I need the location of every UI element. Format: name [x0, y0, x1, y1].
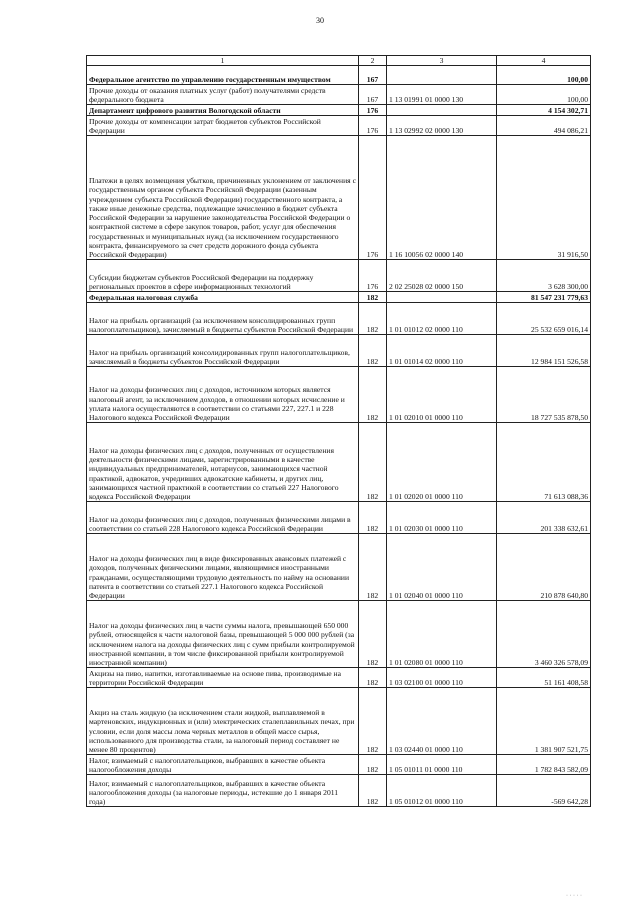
row-name: Налог на доходы физических лиц в виде фиксированных авансовых платежей с доходов, полученных физическими лицами, являющимися иностранными гражданами, осуществляющими трудовую деятельность по найму на основании патента в соответствии со статьей 227.1 Налогового кодекса Российской Федерации [87, 534, 359, 601]
row-amount: 31 916,50 [497, 136, 591, 260]
row-admin-code: 167 [359, 85, 387, 105]
row-name: Налог на прибыль организаций консолидированных групп налогоплательщиков, зачисляемый в бюджеты субъектов Российской Федерации [87, 335, 359, 367]
row-amount: 51 161 408,58 [497, 668, 591, 688]
table-row [87, 136, 591, 260]
row-admin-code: 182 [359, 688, 387, 755]
row-budget-code: 1 01 02030 01 0000 110 [387, 502, 497, 534]
row-admin-code: 182 [359, 755, 387, 775]
row-name: Субсидии бюджетам субъектов Российской Федерации на поддержку региональных проектов в сфере информационных технологий [87, 260, 359, 292]
row-budget-code [387, 292, 497, 303]
row-name: Акцизы на пиво, напитки, изготавливаемые на основе пива, производимые на территории Российской Федерации [87, 668, 359, 688]
row-budget-code: 1 13 01991 01 0000 130 [387, 85, 497, 105]
row-name: Прочие доходы от компенсации затрат бюджетов субъектов Российской Федерации [87, 116, 359, 136]
table-row [87, 367, 591, 423]
row-admin-code: 182 [359, 601, 387, 668]
row-budget-code: 1 03 02100 01 0000 110 [387, 668, 497, 688]
row-amount: 1 782 843 582,09 [497, 755, 591, 775]
row-name: Налог на прибыль организаций (за исключением консолидированных групп налогоплательщиков), зачисляемый в бюджеты субъектов Российской Федерации [87, 303, 359, 335]
row-budget-code: 1 01 02080 01 0000 110 [387, 601, 497, 668]
table-row [87, 335, 591, 367]
row-admin-code: 176 [359, 136, 387, 260]
row-budget-code: 1 01 02020 01 0000 110 [387, 423, 497, 502]
row-budget-code: 1 13 02992 02 0000 130 [387, 116, 497, 136]
page-number: 30 [316, 16, 324, 25]
row-budget-code: 1 01 01014 02 0000 110 [387, 335, 497, 367]
row-name: Налог на доходы физических лиц с доходов, полученных от осуществления деятельности физическими лицами, зарегистрированными в качестве индивидуальных предпринимателей, нотариусов, занимающихся частной практикой, адвокатов, учредивших адвокатские кабинеты, и других лиц, занимающихся частной практикой в соответствии со статьей 227 Налогового кодекса Российской Федерации [87, 423, 359, 502]
row-amount: 210 878 640,80 [497, 534, 591, 601]
row-admin-code: 182 [359, 502, 387, 534]
row-admin-code: 176 [359, 105, 387, 116]
row-amount: 4 154 302,71 [497, 105, 591, 116]
row-admin-code: 176 [359, 116, 387, 136]
table-row [87, 85, 591, 105]
revenue-table [86, 55, 591, 807]
row-name: Федеральная налоговая служба [87, 292, 359, 303]
row-admin-code: 182 [359, 534, 387, 601]
table-row [87, 66, 591, 85]
row-admin-code: 167 [359, 66, 387, 85]
row-name: Налог на доходы физических лиц в части суммы налога, превышающей 650 000 рублей, относящейся к части налоговой базы, превышающей 5 000 000 рублей (за исключением налога на доходы физических лиц с сумм прибыли контролируемой иностранной компании, в том числе фиксированной прибыли контролируемой иностранной компании) [87, 601, 359, 668]
row-admin-code: 182 [359, 367, 387, 423]
row-budget-code [387, 105, 497, 116]
row-amount: -569 642,28 [497, 775, 591, 807]
row-budget-code: 1 01 02010 01 0000 110 [387, 367, 497, 423]
row-budget-code: 1 05 01011 01 0000 110 [387, 755, 497, 775]
row-amount: 3 628 300,00 [497, 260, 591, 292]
row-name: Платежи в целях возмещения убытков, причиненных уклонением от заключения с государственным органом субъекта Российской Федерации (казенным учреждением субъекта Российской Федерации) государственного контракта, а также иные денежные средства, подлежащие зачислению в бюджет субъекта Российской Федерации за нарушение законодательства Российской Федерации о контрактной системе в сфере закупок товаров, работ, услуг для обеспечения государственных и муниципальных нужд (за исключением государственного контракта, финансируемого за счет средств дорожного фонда субъекта Российской Федерации) [87, 136, 359, 260]
row-amount: 100,00 [497, 85, 591, 105]
row-admin-code: 182 [359, 292, 387, 303]
table-row [87, 534, 591, 601]
table-row [87, 688, 591, 755]
table-row [87, 502, 591, 534]
table-body [87, 66, 591, 807]
row-amount: 1 381 907 521,75 [497, 688, 591, 755]
row-admin-code: 176 [359, 260, 387, 292]
row-budget-code: 2 02 25028 02 0000 150 [387, 260, 497, 292]
scan-mark: · · · · · [566, 893, 582, 899]
row-budget-code [387, 66, 497, 85]
column-number: 2 [359, 56, 387, 66]
row-name: Федеральное агентство по управлению государственным имуществом [87, 66, 359, 85]
column-number: 4 [497, 56, 591, 66]
row-budget-code: 1 01 02040 01 0000 110 [387, 534, 497, 601]
table-row [87, 105, 591, 116]
row-admin-code: 182 [359, 303, 387, 335]
row-admin-code: 182 [359, 668, 387, 688]
row-name: Акциз на сталь жидкую (за исключением стали жидкой, выплавляемой в мартеновских, индукционных и (или) электрических сталеплавильных печах, при условии, если доля массы лома черных металлов в общей массе сырья, использованного для производства стали, за налоговый период составляет не менее 80 процентов) [87, 688, 359, 755]
table-row [87, 292, 591, 303]
table-row [87, 601, 591, 668]
table-row [87, 260, 591, 292]
row-amount: 494 086,21 [497, 116, 591, 136]
row-amount: 81 547 231 779,63 [497, 292, 591, 303]
row-amount: 71 613 088,36 [497, 423, 591, 502]
row-amount: 25 532 659 016,14 [497, 303, 591, 335]
row-name: Департамент цифрового развития Вологодской области [87, 105, 359, 116]
row-amount: 18 727 535 878,50 [497, 367, 591, 423]
table-row [87, 775, 591, 807]
column-number: 3 [387, 56, 497, 66]
row-budget-code: 1 01 01012 02 0000 110 [387, 303, 497, 335]
table-row [87, 668, 591, 688]
column-number-row [87, 56, 591, 66]
table-row [87, 755, 591, 775]
row-budget-code: 1 03 02440 01 0000 110 [387, 688, 497, 755]
row-amount: 100,00 [497, 66, 591, 85]
row-budget-code: 1 05 01012 01 0000 110 [387, 775, 497, 807]
table-row [87, 423, 591, 502]
row-name: Налог на доходы физических лиц с доходов, источником которых является налоговый агент, за исключением доходов, в отношении которых исчисление и уплата налога осуществляются в соответствии со статьями 227, 227.1 и 228 Налогового кодекса Российской Федерации [87, 367, 359, 423]
column-number: 1 [87, 56, 359, 66]
table-row [87, 116, 591, 136]
row-name: Налог, взимаемый с налогоплательщиков, выбравших в качестве объекта налогообложения доходы (за налоговые периоды, истекшие до 1 января 2011 года) [87, 775, 359, 807]
row-amount: 12 984 151 526,58 [497, 335, 591, 367]
row-admin-code: 182 [359, 775, 387, 807]
row-amount: 201 338 632,61 [497, 502, 591, 534]
row-name: Прочие доходы от оказания платных услуг (работ) получателями средств федерального бюджета [87, 85, 359, 105]
row-name: Налог, взимаемый с налогоплательщиков, выбравших в качестве объекта налогообложения доходы [87, 755, 359, 775]
table-row [87, 303, 591, 335]
row-admin-code: 182 [359, 335, 387, 367]
row-name: Налог на доходы физических лиц с доходов, полученных физическими лицами в соответствии со статьей 228 Налогового кодекса Российской Федерации [87, 502, 359, 534]
row-amount: 3 460 326 578,09 [497, 601, 591, 668]
row-budget-code: 1 16 10056 02 0000 140 [387, 136, 497, 260]
row-admin-code: 182 [359, 423, 387, 502]
